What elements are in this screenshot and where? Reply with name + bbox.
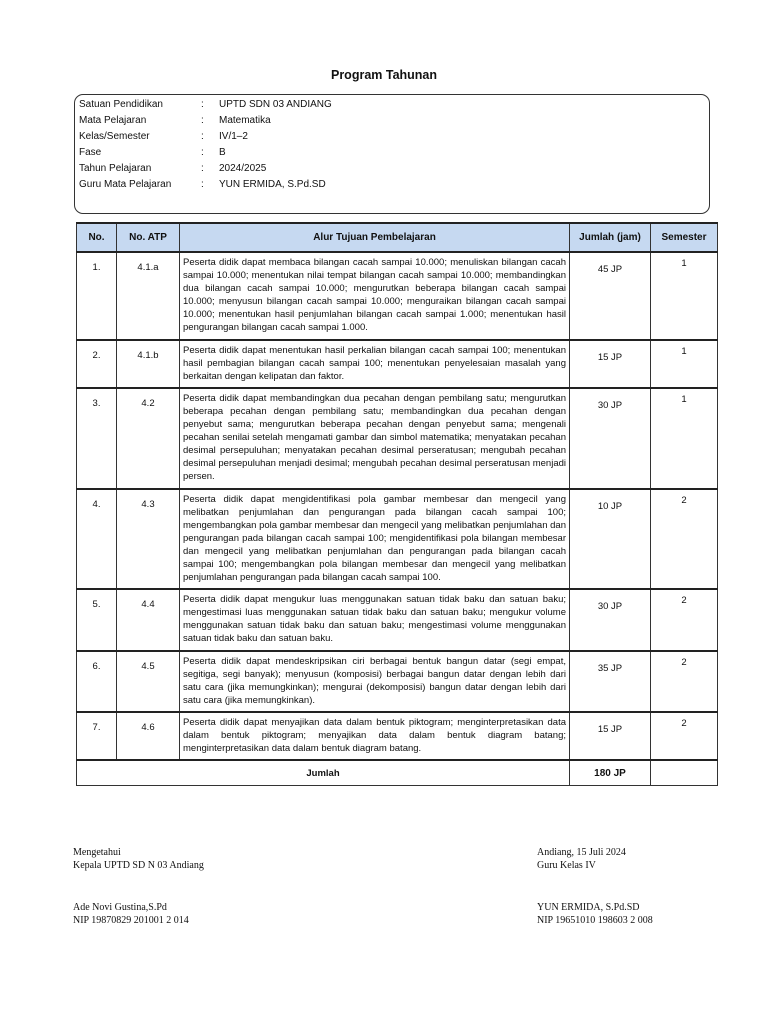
- row-number: 7.: [77, 712, 117, 760]
- row-atp-code: 4.4: [117, 589, 180, 650]
- signature-right-nip: NIP 19651010 198603 2 008: [537, 914, 653, 926]
- row-semester: 2: [651, 589, 718, 650]
- info-value: Matematika: [219, 115, 271, 126]
- row-description: Peserta didik dapat membandingkan dua pecahan dengan pembilang satu; mengurutkan beberapa pecahan dengan pembilang satu; membandingkan dua pecahan dengan penyebut sama; mengurutkan beberapa pecahan dengan penyebut sama; mengenali pecahan senilai setelah mengamati gambar dan simbol matematika; menyatakan pecahan desimal persepuluhan; menyatakan pecahan desimal perseratusan; mengubah pecahan desimal persepuluhan menjadi desimal; mengubah pecahan desimal perseratusan menjadi persen.: [180, 388, 570, 489]
- total-value: 180 JP: [570, 760, 651, 786]
- table-row: [77, 388, 718, 489]
- row-semester: 1: [651, 252, 718, 340]
- signature-right-position: Guru Kelas IV: [537, 859, 596, 871]
- info-value: 2024/2025: [219, 163, 267, 174]
- info-separator: :: [201, 179, 204, 190]
- atp-table: [76, 222, 718, 786]
- signature-right-place-date: Andiang, 15 Juli 2024: [537, 847, 626, 858]
- row-number: 2.: [77, 340, 117, 388]
- info-label: Kelas/Semester: [79, 131, 150, 142]
- row-description: Peserta didik dapat mendeskripsikan ciri berbagai bentuk bangun datar (segi empat, segitiga, segi banyak); menyusun (komposisi) berbagai bangun datar dengan lebih dari satu cara (jika memungkinkan); mengurai (dekomposisi) bangun datar dengan lebih dari satu cara (jika memungkinkan).: [180, 651, 570, 712]
- info-label: Mata Pelajaran: [79, 115, 147, 126]
- info-separator: :: [201, 131, 204, 142]
- info-label: Guru Mata Pelajaran: [79, 179, 172, 190]
- signature-left-block: [73, 847, 204, 872]
- header-no-atp: No. ATP: [117, 223, 180, 252]
- info-value: UPTD SDN 03 ANDIANG: [219, 99, 332, 110]
- table-row: [77, 712, 718, 760]
- row-atp-code: 4.1.a: [117, 252, 180, 340]
- row-description: Peserta didik dapat mengukur luas menggunakan satuan tidak baku dan satuan baku; mengestimasi luas menggunakan satuan tidak baku dan satuan baku; mengukur volume menggunakan satuan tidak baku dan satuan baku; mengestimasi volume menggunakan satuan tidak baku dan satuan baku.: [180, 589, 570, 650]
- table-row: [77, 651, 718, 712]
- row-jumlah-jam: 45 JP: [570, 252, 651, 340]
- info-separator: :: [201, 147, 204, 158]
- total-row: [77, 760, 718, 786]
- row-jumlah-jam: 30 JP: [570, 388, 651, 489]
- signature-left-name: Ade Novi Gustina,S.Pd: [73, 902, 167, 913]
- row-jumlah-jam: 30 JP: [570, 589, 651, 650]
- header-alur-tujuan: Alur Tujuan Pembelajaran: [180, 223, 570, 252]
- row-semester: 2: [651, 489, 718, 590]
- row-number: 6.: [77, 651, 117, 712]
- row-atp-code: 4.3: [117, 489, 180, 590]
- row-atp-code: 4.5: [117, 651, 180, 712]
- row-semester: 2: [651, 651, 718, 712]
- info-separator: :: [201, 163, 204, 174]
- total-semester-empty: [651, 760, 718, 786]
- table-header-row: [77, 223, 718, 252]
- row-number: 1.: [77, 252, 117, 340]
- row-description: Peserta didik dapat membaca bilangan cacah sampai 10.000; menuliskan bilangan cacah sampai 10.000; menentukan nilai tempat bilangan cacah sampai 10.000; membandingkan dua bilangan cacah sampai 10.000; mengurutkan beberapa bilangan cacah sampai 10.000; menyusun bilangan cacah sampai 10.000; menguraikan bilangan cacah sampai 10.000; menentukan hasil penjumlahan bilangan cacah sampai 1.000; menentukan hasil pengurangan bilangan cacah sampai 1.000.: [180, 252, 570, 340]
- info-label: Satuan Pendidikan: [79, 99, 163, 110]
- table-row: [77, 340, 718, 388]
- row-jumlah-jam: 35 JP: [570, 651, 651, 712]
- row-atp-code: 4.6: [117, 712, 180, 760]
- row-jumlah-jam: 10 JP: [570, 489, 651, 590]
- total-label: Jumlah: [77, 760, 570, 786]
- row-atp-code: 4.1.b: [117, 340, 180, 388]
- row-semester: 1: [651, 340, 718, 388]
- header-semester: Semester: [651, 223, 718, 252]
- identity-box: [74, 94, 710, 214]
- signature-left-position: Kepala UPTD SD N 03 Andiang: [73, 859, 204, 871]
- row-description: Peserta didik dapat menentukan hasil perkalian bilangan cacah sampai 100; menentukan hasil pembagian bilangan cacah sampai 100; menentukan penyelesaian masalah yang berkaitan dengan kelipatan dan faktor.: [180, 340, 570, 388]
- info-value: B: [219, 147, 226, 158]
- row-number: 3.: [77, 388, 117, 489]
- row-jumlah-jam: 15 JP: [570, 340, 651, 388]
- info-label: Tahun Pelajaran: [79, 163, 152, 174]
- info-value: IV/1–2: [219, 131, 248, 142]
- row-description: Peserta didik dapat mengidentifikasi pola gambar membesar dan mengecil yang melibatkan penjumlahan dan pengurangan pada bilangan cacah sampai 100; mengembangkan pola gambar membesar dan mengecil yang melibatkan penjumlahan dan pengurangan pada bilangan cacah sampai 100; mengidentifikasi pola bilangan membesar dan mengecil yang melibatkan penjumlahan dan pengurangan pada bilangan cacah sampai 100; mengembangkan pola bilangan membesar dan mengecil yang melibatkan penjumlahan pengurangan pada bilangan cacah sampai 100.: [180, 489, 570, 590]
- signature-left-nip: NIP 19870829 201001 2 014: [73, 914, 189, 926]
- header-no: No.: [77, 223, 117, 252]
- info-separator: :: [201, 99, 204, 110]
- row-description: Peserta didik dapat menyajikan data dalam bentuk piktogram; menginterpretasikan data dalam bentuk piktogram; menyajikan data dalam bentuk diagram batang; menginterpretasikan data dalam bentuk diagram batang.: [180, 712, 570, 760]
- table-row: [77, 589, 718, 650]
- signature-left-name-block: [73, 902, 189, 927]
- info-label: Fase: [79, 147, 102, 158]
- signature-left-acknowledged: Mengetahui: [73, 847, 121, 858]
- header-jumlah-jam: Jumlah (jam): [570, 223, 651, 252]
- row-number: 4.: [77, 489, 117, 590]
- document-title: Program Tahunan: [330, 68, 438, 82]
- signature-right-name: YUN ERMIDA, S.Pd.SD: [537, 902, 640, 913]
- info-value: YUN ERMIDA, S.Pd.SD: [219, 179, 326, 190]
- info-separator: :: [201, 115, 204, 126]
- signature-right-name-block: [537, 902, 653, 927]
- table-row: [77, 489, 718, 590]
- row-semester: 2: [651, 712, 718, 760]
- signature-right-block: [537, 847, 626, 872]
- row-number: 5.: [77, 589, 117, 650]
- table-row: [77, 252, 718, 340]
- row-semester: 1: [651, 388, 718, 489]
- row-atp-code: 4.2: [117, 388, 180, 489]
- row-jumlah-jam: 15 JP: [570, 712, 651, 760]
